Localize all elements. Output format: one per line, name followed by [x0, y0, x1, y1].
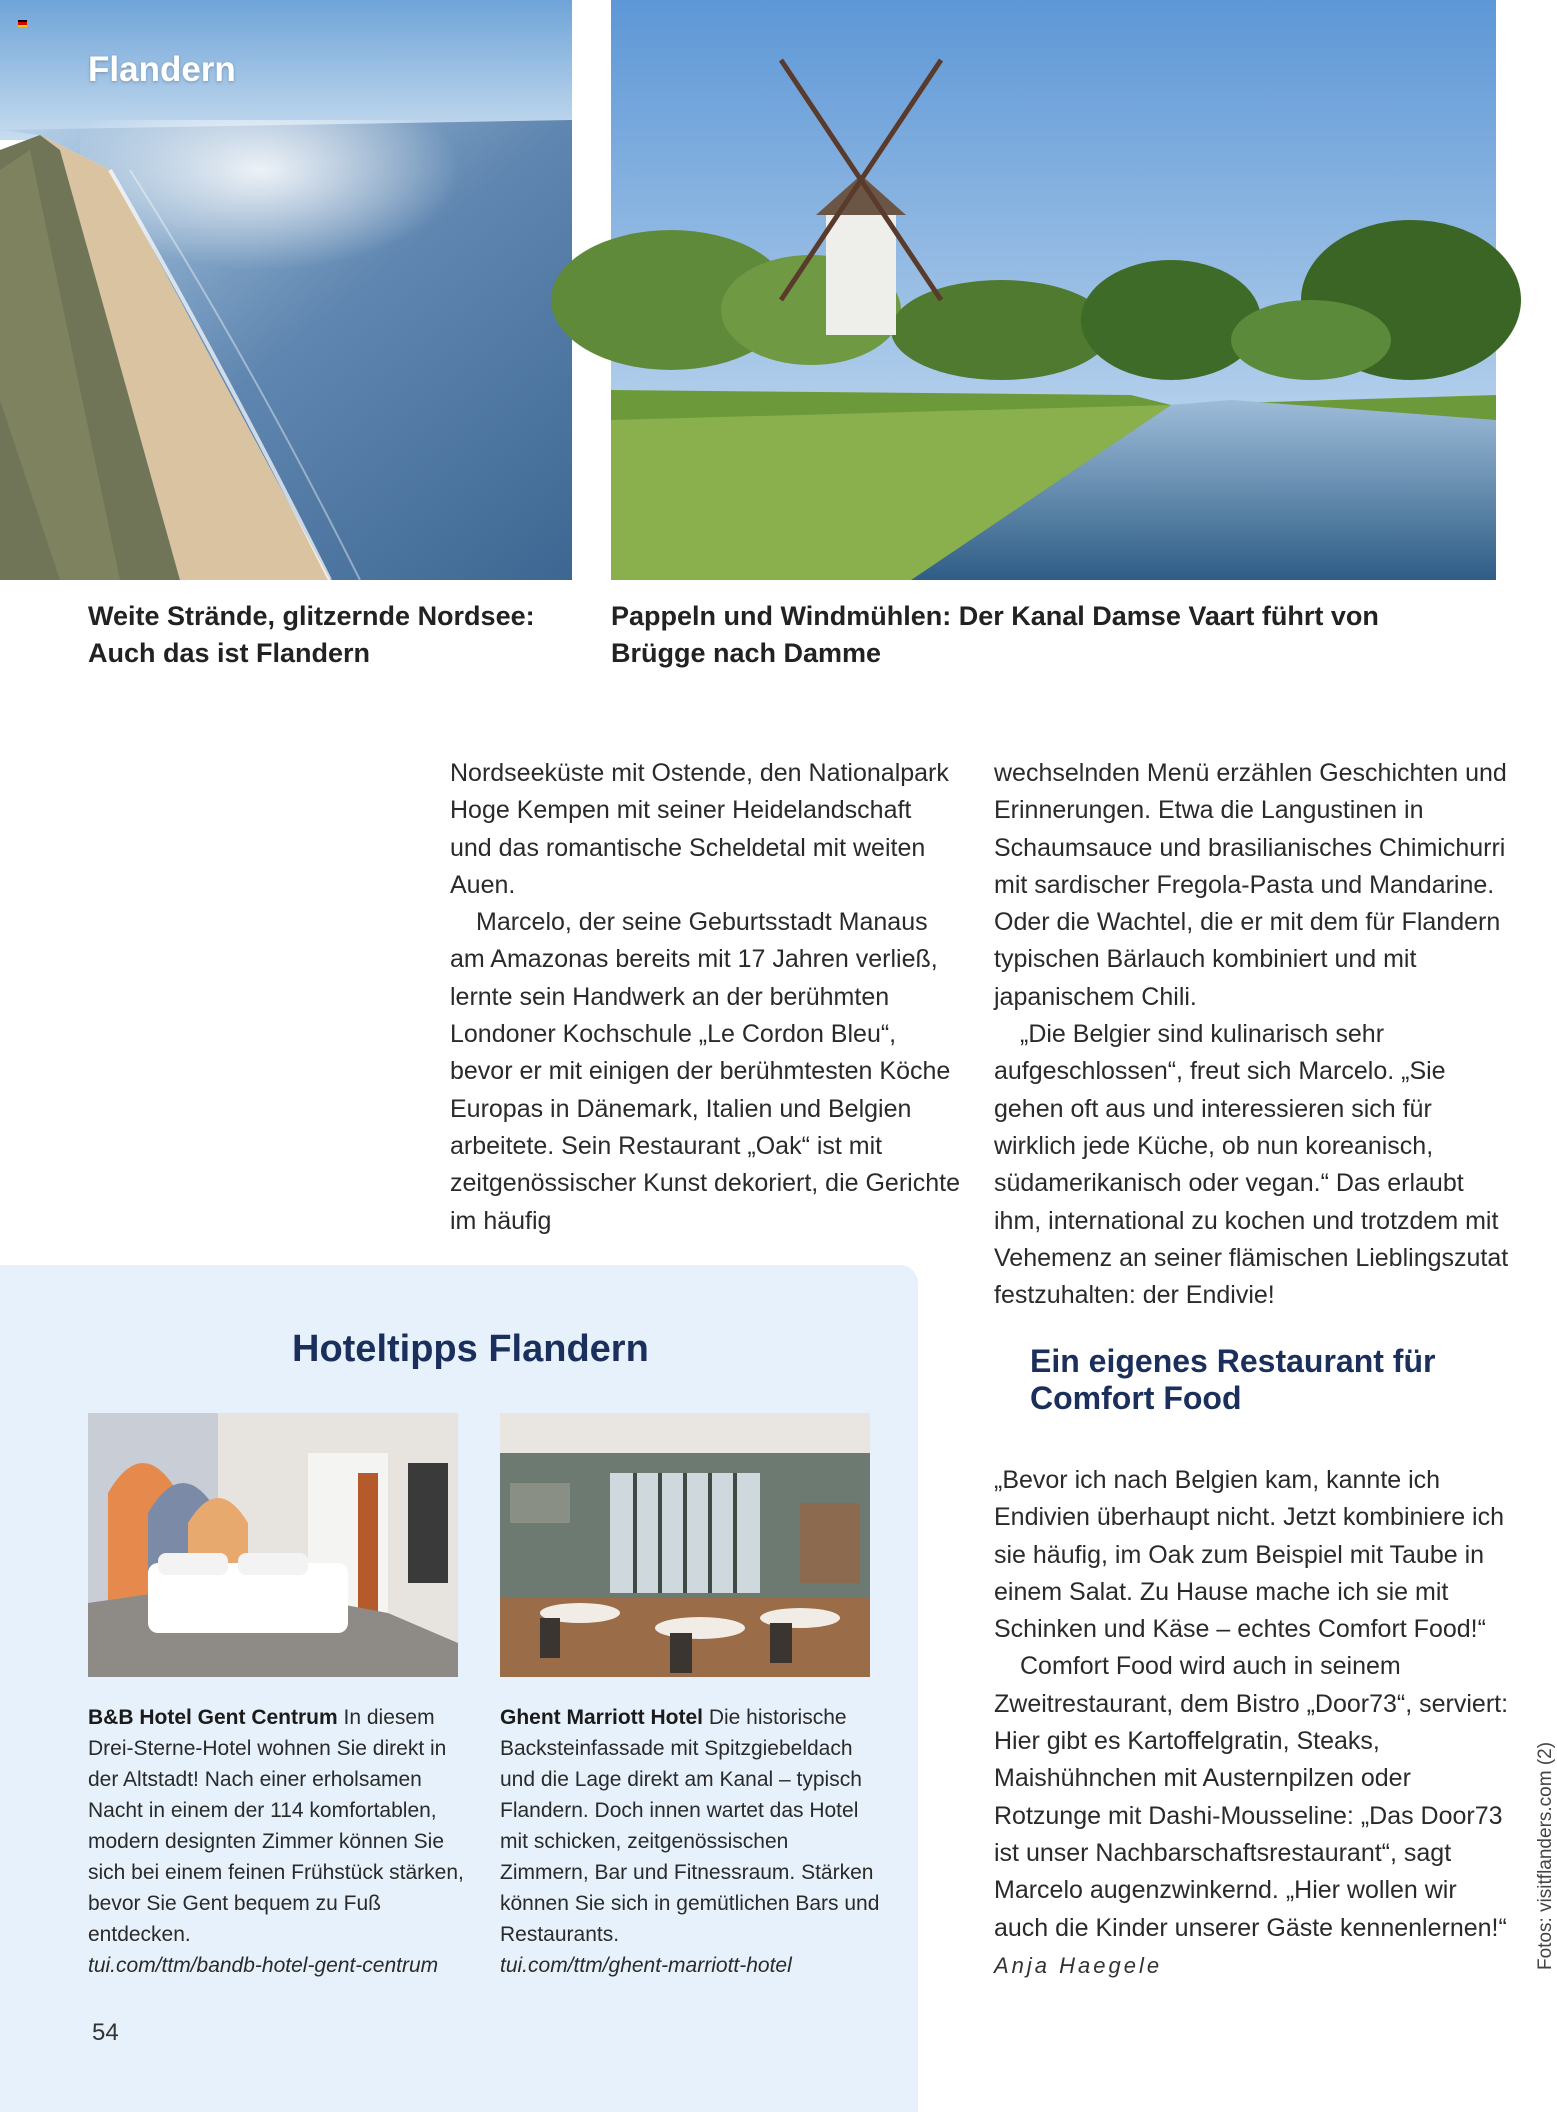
photo-credit: Fotos: visitflanders.com (2)	[1535, 1741, 1556, 1970]
hotel-name: B&B Hotel Gent Centrum	[88, 1706, 338, 1729]
hotel-link[interactable]: tui.com/ttm/bandb-hotel-gent-centrum	[88, 1954, 439, 1977]
hotel-tip	[500, 1702, 880, 1981]
caption-canal: Pappeln und Windmühlen: Der Kanal Damse Vaart führt von Brügge nach Damme	[611, 601, 1379, 668]
beach-photo	[0, 0, 572, 580]
hotel-tips-box	[0, 1265, 918, 2112]
hotel-description: Die historische Backsteinfassade mit Spitzgiebeldach und die Lage direkt am Kanal – typisch Flandern. Doch innen wartet das Hotel mit schicken, zeitgenössischen Zimmern, Bar und Fitnessraum. Stärken können Sie sich in gemütlichen Bars und Restaurants.	[500, 1706, 880, 1946]
paragraph: Comfort Food wird auch in seinem Zweitrestaurant, dem Bistro „Door73“, serviert: Hier gibt es Kartoffelgratin, Steaks, Maishühnchen mit Austernpilzen oder Rotzunge mit Dashi-Mousseline: „Das Door73 ist unser Nachbarschaftsrestaurant“, sagt Marcelo augenzwinkernd. „Hier wollen wir auch die Kinder unserer Gäste kennenlernen!“	[994, 1652, 1509, 1942]
paragraph: Marcelo, der seine Geburtsstadt Manaus am Amazonas bereits mit 17 Jahren verließ, lernte sein Handwerk an der berühmten Londoner Kochschule „Le Cordon Bleu“, bevor er mit einigen der berühmtesten Köche Europas in Dänemark, Italien und Belgien arbeitete. Sein Restaurant „Oak“ ist mit zeitgenössischer Kunst dekoriert, die Gerichte im häufig	[450, 908, 960, 1235]
hotel-link[interactable]: tui.com/ttm/ghent-marriott-hotel	[500, 1954, 792, 1977]
paragraph: „Bevor ich nach Belgien kam, kannte ich Endivien überhaupt nicht. Jetzt kombiniere ich sie häufig, im Oak zum Beispiel mit Taube in einem Salat. Zu Hause mache ich sie mit Schinken und Käse – echtes Comfort Food!“	[994, 1466, 1505, 1644]
subheading: Ein eigenes Restaurant für Comfort Food	[1030, 1343, 1436, 1416]
hotel-room-photo	[88, 1413, 458, 1677]
hotel-restaurant-photo	[500, 1413, 870, 1677]
article-column-right-lower	[994, 1462, 1514, 1984]
section-label: Flandern	[88, 50, 236, 89]
paragraph: „Die Belgier sind kulinarisch sehr aufgeschlossen“, freut sich Marcelo. „Sie gehen oft aus und interessieren sich für wirklich jede Küche, ob nun koreanisch, südamerikanisch oder vegan.“ Das erlaubt ihm, international zu kochen und trotzdem mit Vehemenz an seiner flämischen Lieblingszutat festzuhalten: der Endivie!	[994, 1020, 1509, 1310]
paragraph: wechselnden Menü erzählen Geschichten und Erinnerungen. Etwa die Langustinen in Schaumsauce und brasilianisches Chimichurri mit sardischer Fregola-Pasta und Mandarine. Oder die Wachtel, die er mit dem für Flandern typischen Bärlauch kombiniert und mit japanischem Chili.	[994, 759, 1507, 1011]
caption-beach: Weite Strände, glitzernde Nordsee: Auch das ist Flandern	[88, 601, 535, 668]
paragraph: Nordseeküste mit Ostende, den Nationalpark Hoge Kempen mit seiner Heidelandschaft und das romantische Scheldetal mit weiten Auen.	[450, 759, 949, 899]
canal-windmill-photo	[611, 0, 1496, 580]
hotel-tips-title: Hoteltipps Flandern	[292, 1328, 649, 1370]
article-column-middle	[450, 755, 960, 1240]
hotel-tip	[88, 1702, 468, 1981]
hotel-name: Ghent Marriott Hotel	[500, 1706, 703, 1729]
article-column-right	[994, 755, 1514, 1314]
hotel-description: In diesem Drei-Sterne-Hotel wohnen Sie direkt in der Altstadt! Nach einer erholsamen Nacht in einem der 114 komfortablen, modern designten Zimmer können Sie sich bei einem feinen Frühstück stärken, bevor Sie Gent bequem zu Fuß entdecken.	[88, 1706, 464, 1946]
author: Anja Haegele	[994, 1952, 1163, 1978]
flag-icon	[18, 20, 27, 27]
page-number: 54	[92, 2019, 119, 2046]
